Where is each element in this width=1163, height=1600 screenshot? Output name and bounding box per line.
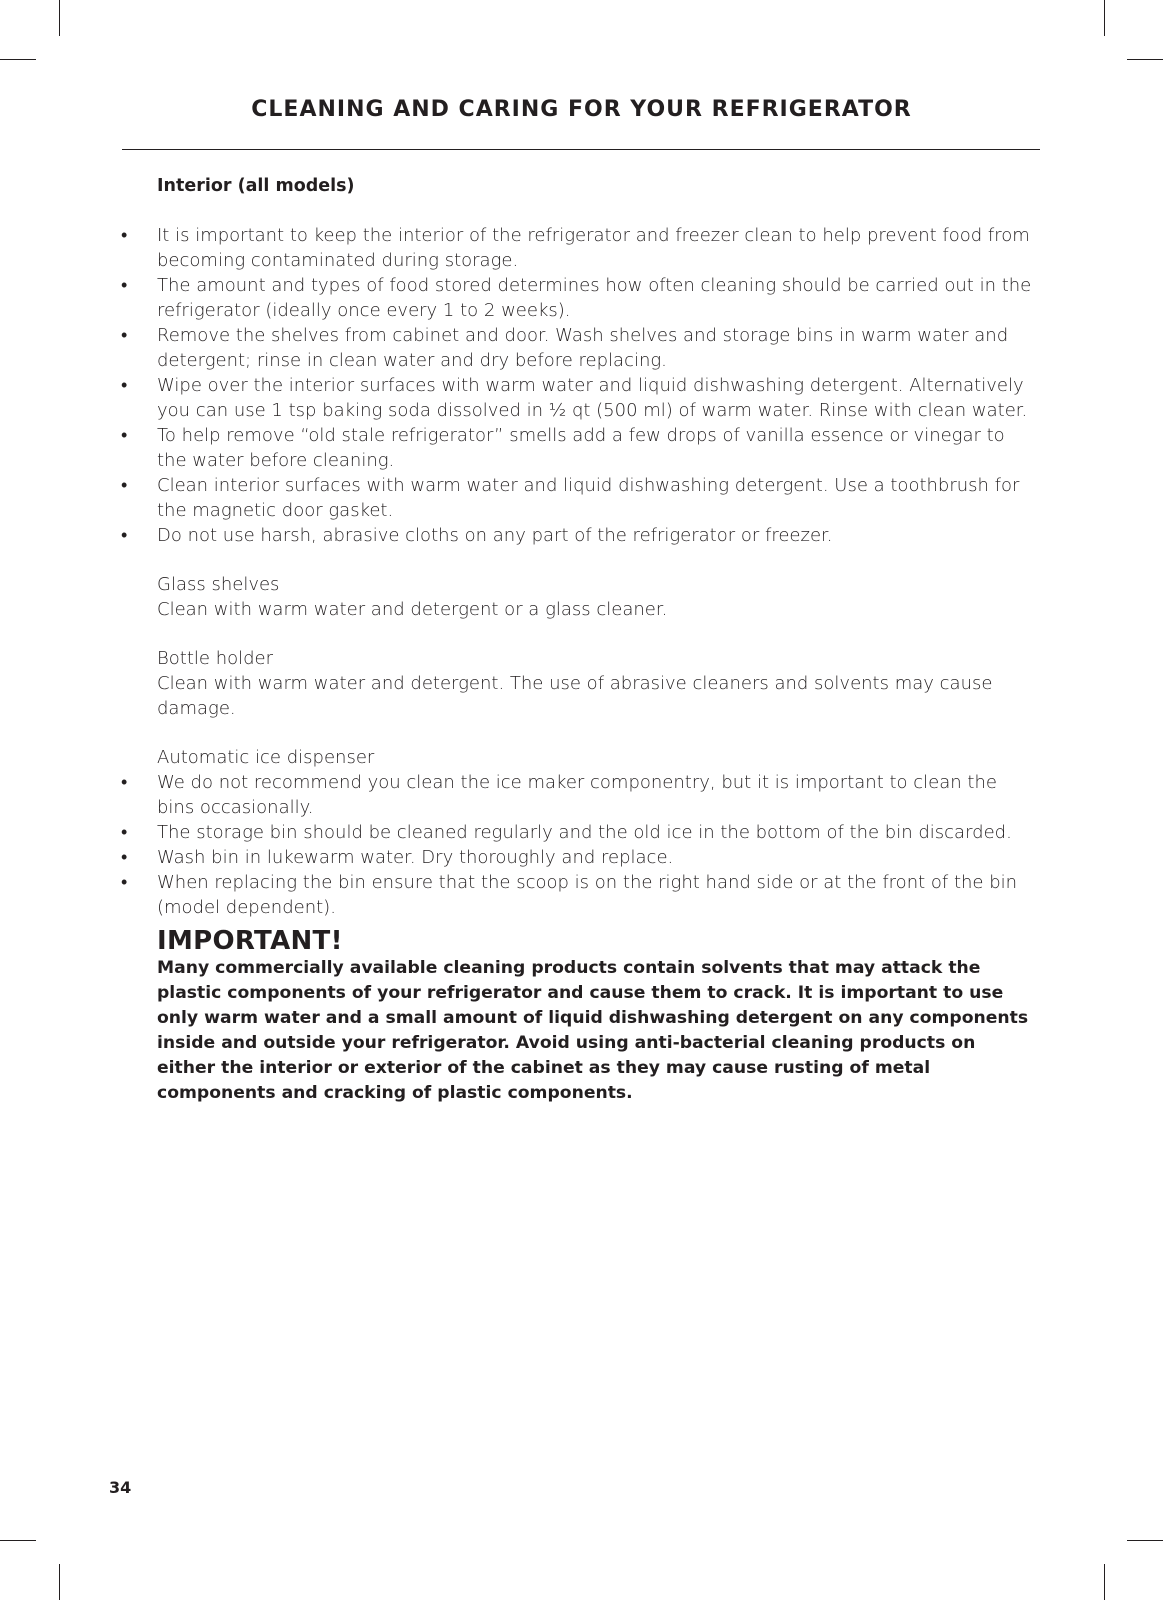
spacer <box>157 622 1037 646</box>
crop-mark-top-right-vertical <box>1104 0 1105 36</box>
list-item: • We do not recommend you clean the ice maker componentry, but it is important to clean the bins occasionally. <box>121 772 997 818</box>
bullet-icon: • <box>121 847 128 868</box>
glass-shelves-text: Clean with warm water and detergent or a glass cleaner. <box>157 599 668 620</box>
ice-dispenser-heading: Automatic ice dispenser <box>157 747 375 768</box>
list-item: • Clean interior surfaces with warm water and liquid dishwashing detergent. Use a toothbrush for the magnetic door gasket. <box>121 475 1020 521</box>
list-item: • To help remove “old stale refrigerator” smells add a few drops of vanilla essence or vinegar to the water before cleaning. <box>121 425 1005 471</box>
bottle-holder-text: Clean with warm water and detergent. The use of abrasive cleaners and solvents may cause damage. <box>157 673 993 719</box>
interior-heading: Interior (all models) <box>157 176 355 196</box>
crop-mark-top-right-horizontal <box>1127 59 1163 60</box>
list-item: • When replacing the bin ensure that the scoop is on the right hand side or at the front of the bin (model dependent). <box>121 872 1018 918</box>
bottle-holder-heading: Bottle holder <box>157 648 274 669</box>
main-content <box>121 174 1037 1106</box>
bullet-icon: • <box>121 425 128 446</box>
crop-mark-bottom-right-vertical <box>1104 1564 1105 1600</box>
crop-mark-bottom-right-horizontal <box>1127 1540 1163 1541</box>
spacer <box>157 721 1037 745</box>
important-heading: IMPORTANT! <box>157 926 343 956</box>
bullet-icon: • <box>121 475 128 496</box>
list-item: • Remove the shelves from cabinet and door. Wash shelves and storage bins in warm water and detergent; rinse in clean water and dry before replacing. <box>121 325 1009 371</box>
crop-mark-top-left-horizontal <box>0 59 36 60</box>
list-item: • Do not use harsh, abrasive cloths on any part of the refrigerator or freezer. <box>121 525 833 546</box>
interior-list <box>121 223 1037 548</box>
crop-mark-bottom-left-horizontal <box>0 1540 36 1541</box>
list-item: • The amount and types of food stored determines how often cleaning should be carried out in the refrigerator (ideally once every 1 to 2 weeks). <box>121 275 1032 321</box>
bullet-icon: • <box>121 275 128 296</box>
glass-shelves-heading: Glass shelves <box>157 574 280 595</box>
list-item: • Wash bin in lukewarm water. Dry thoroughly and replace. <box>121 847 674 868</box>
list-item: • Wipe over the interior surfaces with warm water and liquid dishwashing detergent. Alternatively you can use 1 tsp baking soda dissolved in ½ qt (500 ml) of warm water. Rinse with clean water. <box>121 375 1028 421</box>
bullet-icon: • <box>121 525 128 546</box>
list-item: • The storage bin should be cleaned regularly and the old ice in the bottom of the bin discarded. <box>121 822 1012 843</box>
crop-mark-top-left-vertical <box>59 0 60 36</box>
ice-dispenser-list <box>121 770 1037 920</box>
page-number: 34 <box>109 1478 132 1497</box>
spacer <box>157 548 1037 572</box>
crop-mark-bottom-left-vertical <box>59 1564 60 1600</box>
title-divider <box>122 149 1040 150</box>
bullet-icon: • <box>121 325 128 346</box>
important-text: Many commercially available cleaning products contain solvents that may attack the plastic components of your refrigerator and cause them to crack. It is important to use only warm water and a small amount of liquid dishwashing detergent on any components inside and outside your refrigerator. Avoid using anti-bacterial cleaning products on either the interior or exterior of the cabinet as they may cause rusting of metal components and cracking of plastic components. <box>157 958 1029 1103</box>
bullet-icon: • <box>121 772 128 793</box>
bullet-icon: • <box>121 822 128 843</box>
spacer <box>157 199 1037 223</box>
bullet-icon: • <box>121 872 128 893</box>
page-title: CLEANING AND CARING FOR YOUR REFRIGERATOR <box>251 97 912 122</box>
bullet-icon: • <box>121 375 128 396</box>
bullet-icon: • <box>121 225 128 246</box>
list-item: • It is important to keep the interior of the refrigerator and freezer clean to help prevent food from becoming contaminated during storage. <box>121 225 1030 271</box>
